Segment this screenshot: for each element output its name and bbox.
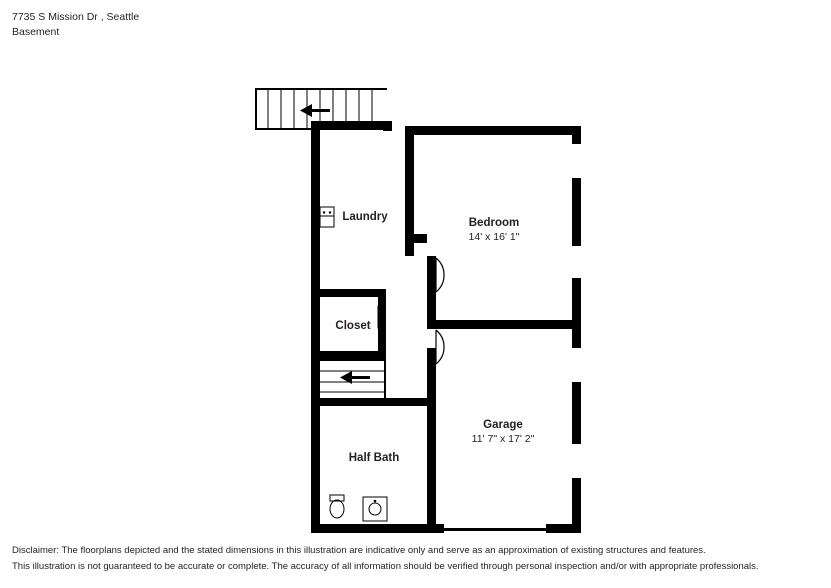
room-label-laundry: Laundry [342, 211, 388, 223]
interior-walls [320, 234, 581, 533]
disclaimer-line-1: Disclaimer: The floorplans depicted and the stated dimensions in this illustration are indicative only and serve as an approximation of existing structures and features. [12, 545, 706, 556]
sink-icon [363, 497, 387, 521]
room-label-garage: Garage 11' 7" x 17' 2" [471, 419, 535, 445]
room-label-bedroom: Bedroom 14' x 16' 1" [468, 217, 520, 243]
floor-level: Basement [12, 26, 60, 38]
door-garage [436, 330, 444, 364]
property-address: 7735 S Mission Dr , Seattle [12, 11, 140, 23]
room-label-closet: Closet [335, 320, 371, 332]
disclaimer [12, 543, 759, 574]
door-bedroom [436, 258, 444, 292]
disclaimer-line-2: This illustration is not guaranteed to be accurate or complete. The accuracy of all information should be verified through personal inspection and/or with appropriate professionals. [12, 560, 759, 572]
exterior-walls [255, 88, 581, 533]
upper-stair-direction-arrow [300, 104, 330, 117]
toilet-icon [330, 495, 344, 518]
room-label-half-bath: Half Bath [348, 452, 400, 464]
